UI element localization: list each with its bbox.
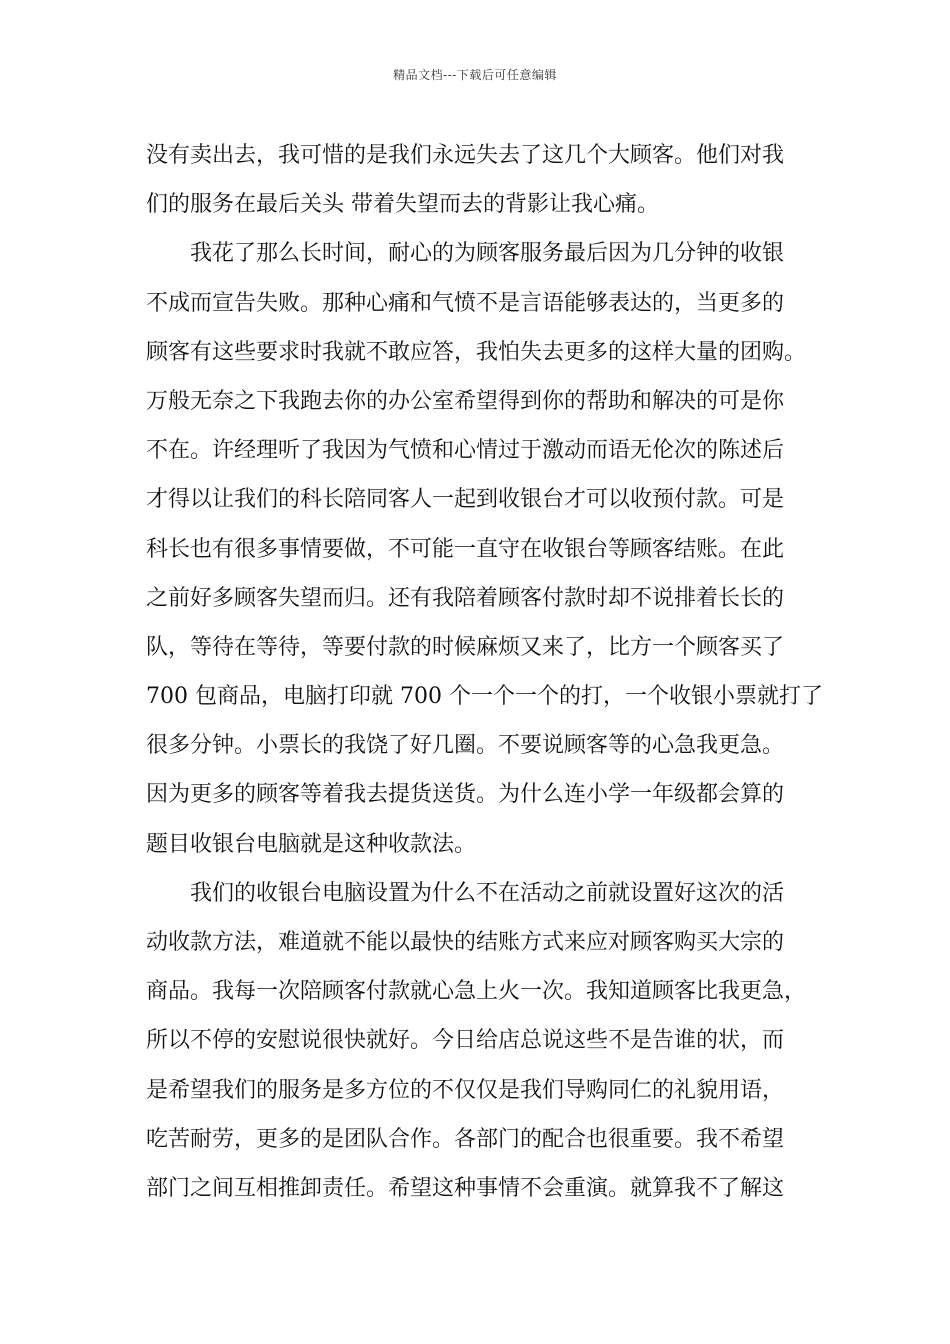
text-line: 题目收银台电脑就是这种收款法。 bbox=[146, 831, 477, 857]
text-line: 因为更多的顾客等着我去提货送货。为什么连小学一年级都会算的 bbox=[146, 782, 785, 808]
text-line: 吃苦耐劳，更多的是团队合作。各部门的配合也很重要。我不希望 bbox=[146, 1126, 785, 1152]
text-line: 所以不停的安慰说很快就好。今日给店总说这些不是告谁的状，而 bbox=[146, 1028, 785, 1054]
text-line: 科长也有很多事情要做，不可能一直守在收银台等顾客结账。在此 bbox=[146, 536, 785, 562]
text-line: 才得以让我们的科长陪同客人一起到收银台才可以收预付款。可是 bbox=[146, 487, 785, 513]
text-line: 是希望我们的服务是多方位的不仅仅是我们导购同仁的礼貌用语， bbox=[146, 1077, 785, 1103]
text-line: 万般无奈之下我跑去你的办公室希望得到你的帮助和解决的可是你 bbox=[146, 388, 785, 414]
text-line: 队，等待在等待，等要付款的时候麻烦又来了，比方一个顾客买了 bbox=[146, 634, 785, 660]
text-line: 们的服务在最后关头 带着失望而去的背影让我心痛。 bbox=[146, 192, 659, 218]
text-line: 700 包商品，电脑打印就 700 个一个一个的打，一个收银小票就打了 bbox=[146, 684, 823, 710]
text-line: 商品。我每一次陪顾客付款就心急上火一次。我知道顾客比我更急， bbox=[146, 979, 807, 1005]
text-line: 不成而宣告失败。那种心痛和气愤不是言语能够表达的，当更多的 bbox=[146, 290, 785, 316]
page-header: 精品文档---下载后可任意编辑 bbox=[393, 68, 557, 82]
text-line: 部门之间互相推卸责任。希望这种事情不会重演。就算我不了解这 bbox=[146, 1175, 785, 1201]
paragraph-first-line: 我们的收银台电脑设置为什么不在活动之前就设置好这次的活 bbox=[190, 880, 785, 906]
text-line: 没有卖出去，我可惜的是我们永远失去了这几个大顾客。他们对我 bbox=[146, 143, 785, 168]
paragraph-first-line: 我花了那么长时间，耐心的为顾客服务最后因为几分钟的收银 bbox=[190, 241, 785, 267]
document-body bbox=[146, 131, 823, 1213]
text-line: 很多分钟。小票长的我饶了好几圈。不要说顾客等的心急我更急。 bbox=[146, 733, 785, 759]
text-line: 顾客有这些要求时我就不敢应答，我怕失去更多的这样大量的团购。 bbox=[146, 339, 807, 365]
text-line: 之前好多顾客失望而归。还有我陪着顾客付款时却不说排着长长的 bbox=[146, 585, 785, 611]
text-line: 动收款方法，难道就不能以最快的结账方式来应对顾客购买大宗的 bbox=[146, 930, 785, 955]
text-line: 不在。许经理听了我因为气愤和心情过于激动而语无伦次的陈述后 bbox=[146, 438, 785, 464]
